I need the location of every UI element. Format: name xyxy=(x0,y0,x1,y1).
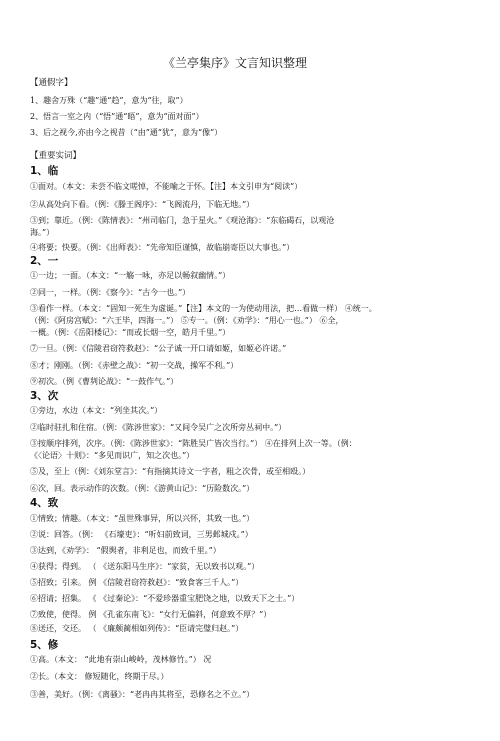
definition-line: ②长。（本文： 修短随化，终期于尽。） xyxy=(30,672,169,681)
definition-line: ⑥招请；招集。 《 《过秦论》：“不爱珍器重宝肥饶之地，以致天下之士。”） xyxy=(30,594,300,603)
definition-line: ③善，美好。（例：《离骚》：“老冉冉其将至，恐修名之不立。”） xyxy=(30,690,255,699)
definition-line: ⑤及，至上（例：《刘东堂言》：“有指摘其诗文一字者，粗之次骨，或至相殴。） xyxy=(30,467,311,476)
definition-line: 一概。（例：《岳阳楼记》：“而或长烟一空，皓月千里。”） xyxy=(30,328,231,337)
definition-line: ②同一，一样。（例：《察今》：“古今一也。”） xyxy=(30,288,191,297)
definition-line: ④将要；快要。（例：《出师表》：“先帝知臣谨慎，故临崩寄臣以大事也。”） xyxy=(30,243,295,252)
definition-line: ①旁边，水边（本文：“列坐其次。”） xyxy=(30,406,163,415)
definition-line: （例：《阿房宫赋》：“六王毕，四海一。”） ⑤专一。（例：《劝学》：“用心一也。”） ⑥全， xyxy=(30,316,344,325)
definition-line: ④获得；得到。 （ 《送东阳马生序》：“家贫，无以致书以观。”） xyxy=(30,562,260,571)
section-heading-lin: 1、临 xyxy=(30,165,59,177)
definition-line: ②临时驻扎和住宿。（例：《陈涉世家》：“又间令吴广之次所旁丛祠中。”） xyxy=(30,423,287,432)
page-title: 《兰亭集序》文言知识整理 xyxy=(163,56,308,70)
definition-line: ⑦致使，使得。 例 《孔雀东南飞》：“女行无偏斜，何意致不厚？”） xyxy=(30,610,272,619)
definition-line: ①高。（本文： “此地有崇山峻岭，茂林修竹。”） 况 xyxy=(30,655,212,664)
tongjiazi-item: 1、趣舍万殊（“趣”通“趋”，意为“往，取”） xyxy=(30,96,188,105)
definition-line: ③到；靠近。（例：《陈情表》：“州司临门，急于星火。”《观沧海》：“东临碣石，以观沧 xyxy=(30,216,335,225)
definition-line: ③看作一样。（本文：“固知一死生为虚诞。”【注】本文的一为使动用法，把…看做一样） ④统一。 xyxy=(30,304,377,313)
tongjiazi-item: 2、悟言一室之内（“悟”通“晤”，意为“面对面”） xyxy=(30,112,204,121)
definition-line: ③达到，《劝学》： “假舆者，非利足也，而致千里。”） xyxy=(30,546,221,555)
definition-line: ②说：回答。（例： 《石壕吏》：“听妇前致词，三男邺城戍。”） xyxy=(30,530,253,539)
definition-line: ⑤招致；引来。 例 《信陵君窃符救赵》：“致食客三千人。”） xyxy=(30,578,244,587)
section-heading-zhi: 4、致 xyxy=(30,497,59,509)
definition-line: ①情致；情趣。（本文：“虽世殊事异，所以兴怀，其致一也。”） xyxy=(30,514,255,523)
section-heading-yi: 2、一 xyxy=(30,255,59,267)
definition-line: ⑧送还，交还。 （ 《廉颇蔺相如列传》：“臣请完璧归赵。”） xyxy=(30,624,244,633)
definition-line: ②从高处向下看。（例：《滕王阁序》：“飞阁流丹，下临无地。”） xyxy=(30,200,255,209)
definition-line: ⑥次，回。表示动作的次数。（例：《游黄山记》：“历险数次。”） xyxy=(30,484,255,493)
section-heading-xiu: 5、修 xyxy=(30,639,59,651)
definition-line: ③按顺序排列，次序。（例：《陈涉世家》：“陈胜吴广皆次当行。”） ④在排列上次一等。（例： xyxy=(30,439,357,448)
definition-line: ⑦一旦。（例：《信陵君窃符救赵》：“公子诚一开口请如姬，如姬必许诺。” xyxy=(30,344,287,353)
definition-line: 《〈论语〉十则》：“多见而识广，知之次也。”） xyxy=(30,451,195,460)
section-heading-ci: 3、次 xyxy=(30,390,59,402)
shici-heading: 【重要实词】 xyxy=(30,151,82,161)
definition-line: ⑨初次。（例《曹刿论战》：“一鼓作气。”） xyxy=(30,377,179,386)
tongjiazi-heading: 【通假字】 xyxy=(30,78,73,88)
definition-line: ⑧才；刚刚。（例：《赤壁之战》：“初一交战，操军不利。”） xyxy=(30,361,239,370)
definition-line: 海。”） xyxy=(30,228,55,237)
definition-line: ①一边；一面。（本文：“一觞一咏，亦足以畅叙幽情。”） xyxy=(30,271,231,280)
tongjiazi-item: 3、后之视今,亦由今之视昔（“由”通“犹”，意为“像”） xyxy=(30,128,223,137)
definition-line: ①面对。（本文：未尝不临文嗟悼，不能喻之于怀。【注】本文引申为“阅读”） xyxy=(30,182,303,191)
